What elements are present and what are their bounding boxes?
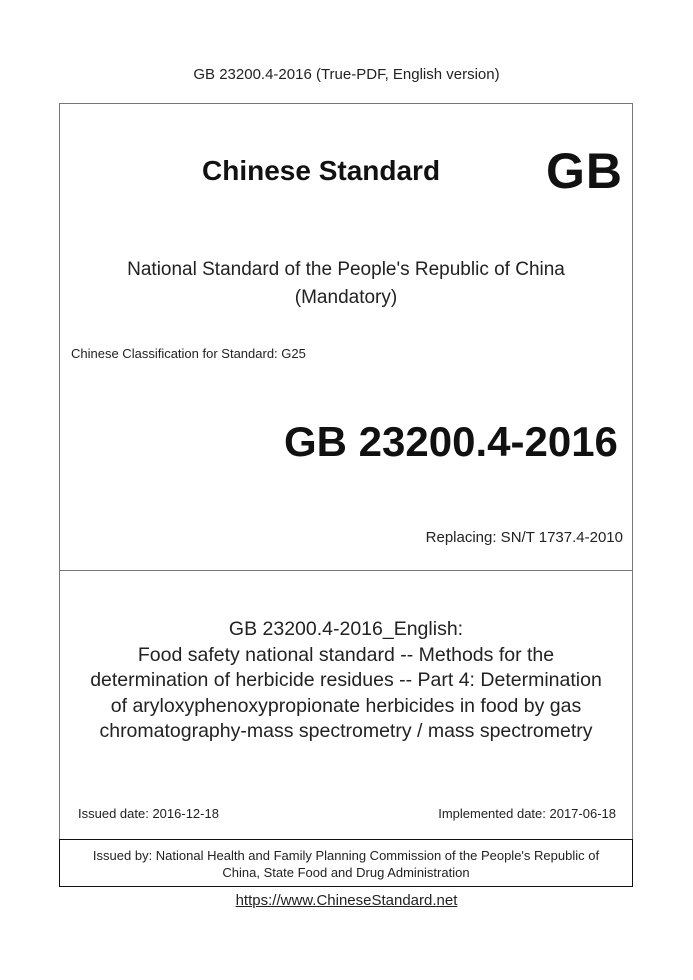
standard-number: GB 23200.4-2016 (284, 418, 618, 465)
issuer-line: China, State Food and Drug Administration (222, 865, 470, 880)
english-title-line: Food safety national standard -- Methods for the (137, 643, 555, 666)
national-standard-line: National Standard of the People's Republic of China (127, 259, 565, 280)
gb-mark: GB (546, 143, 623, 199)
footer (0, 892, 693, 909)
replacing-label: Replacing: SN/T 1737.4-2010 (425, 529, 623, 546)
national-standard-block (59, 256, 633, 312)
english-title-line: chromatography-mass spectrometry / mass spectrometry (99, 720, 593, 742)
english-title-line: determination of herbicide residues -- Part 4: Determination (90, 669, 602, 691)
section-divider (59, 570, 633, 571)
document-header: GB 23200.4-2016 (True-PDF, English version) (193, 66, 500, 83)
english-title-line: GB 23200.4-2016_English: (228, 618, 464, 640)
english-title-line: of aryloxyphenoxypropionate herbicides in food by gas (110, 694, 582, 717)
cover-frame (59, 103, 633, 887)
issued-date: Issued date: 2016-12-18 (78, 806, 219, 821)
issuer-box (59, 839, 633, 887)
issuer-line: Issued by: National Health and Family Planning Commission of the People's Republic of (92, 848, 600, 863)
english-title-block (59, 617, 633, 745)
implemented-date: Implemented date: 2017-06-18 (438, 806, 616, 821)
website-link[interactable]: https://www.ChineseStandard.net (235, 892, 458, 909)
classification-label: Chinese Classification for Standard: G25 (71, 346, 306, 361)
standard-type-title: Chinese Standard (202, 155, 441, 186)
mandatory-label: (Mandatory) (294, 287, 398, 308)
